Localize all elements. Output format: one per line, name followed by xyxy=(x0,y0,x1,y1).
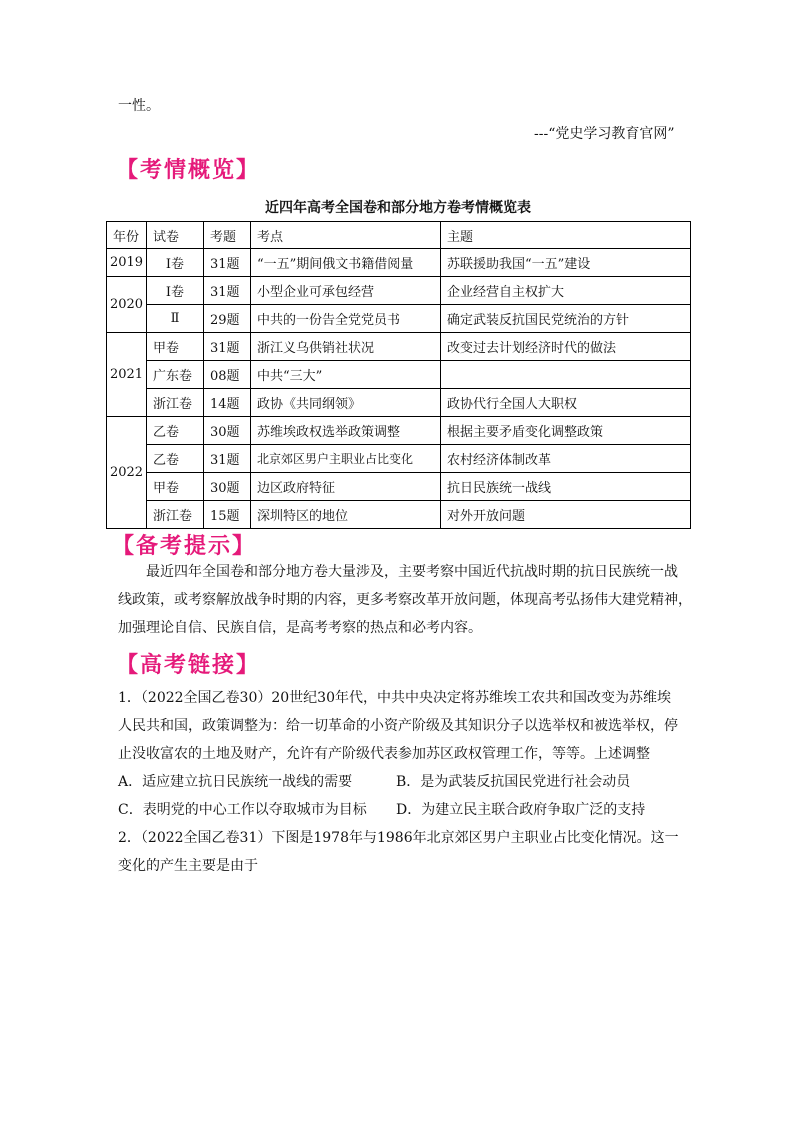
header-year: 年份 xyxy=(107,222,147,249)
tips-line: 最近四年全国卷和部分地方卷大量涉及，主要考察中国近代抗战时期的抗日民族统一战 xyxy=(146,564,678,580)
section-title-exam-overview: 【考情概览】 xyxy=(116,158,261,183)
cell-paper: Ⅱ xyxy=(147,305,204,333)
table-row xyxy=(107,333,691,361)
cell-paper: 浙江卷 xyxy=(147,501,204,529)
cell-question: 14题 xyxy=(204,389,251,417)
exam-overview-table xyxy=(106,221,691,529)
cell-theme: 确定武装反抗国民党统治的方针 xyxy=(441,305,691,333)
cell-theme: 苏联援助我国“一五”建设 xyxy=(441,249,691,277)
option-d: D．为建立民主联合政府争取广泛的支持 xyxy=(396,802,646,818)
table-row xyxy=(107,501,691,529)
cell-question: 08题 xyxy=(204,361,251,389)
cell-point: 苏维埃政权选举政策调整 xyxy=(251,417,441,445)
option-b: B．是为武装反抗国民党进行社会动员 xyxy=(396,774,631,790)
cell-theme xyxy=(441,361,691,389)
cell-point: 中共“三大” xyxy=(251,361,441,389)
cell-theme: 抗日民族统一战线 xyxy=(441,473,691,501)
option-c: C．表明党的中心工作以夺取城市为目标 xyxy=(118,802,367,818)
cell-theme: 对外开放问题 xyxy=(441,501,691,529)
tips-line: 线政策，或考察解放战争时期的内容，更多考察改革开放问题，体现高考弘扬伟大建党精神， xyxy=(118,592,692,608)
header-paper: 试卷 xyxy=(147,222,204,249)
cell-year: 2022 xyxy=(107,417,147,529)
cell-point: 深圳特区的地位 xyxy=(251,501,441,529)
table-row xyxy=(107,473,691,501)
tips-line: 加强理论自信、民族自信，是高考考察的热点和必考内容。 xyxy=(118,620,482,636)
table-row xyxy=(107,445,691,473)
continuation-text: 一性。 xyxy=(118,98,160,114)
cell-question: 31题 xyxy=(204,249,251,277)
cell-point: 政协《共同纲领》 xyxy=(251,389,441,417)
question-1-line: 人民共和国，政策调整为：给一切革命的小资产阶级及其知识分子以选举权和被选举权，停 xyxy=(118,718,678,734)
cell-question: 31题 xyxy=(204,333,251,361)
cell-point: 小型企业可承包经营 xyxy=(251,277,441,305)
cell-point: 中共的一份告全党党员书 xyxy=(251,305,441,333)
table-row xyxy=(107,249,691,277)
question-2-line: 变化的产生主要是由于 xyxy=(118,858,258,874)
cell-year: 2020 xyxy=(107,277,147,333)
cell-paper: 广东卷 xyxy=(147,361,204,389)
cell-paper: 乙卷 xyxy=(147,445,204,473)
cell-theme: 企业经营自主权扩大 xyxy=(441,277,691,305)
table-row xyxy=(107,389,691,417)
cell-paper: Ⅰ卷 xyxy=(147,249,204,277)
table-row xyxy=(107,417,691,445)
header-question: 考题 xyxy=(204,222,251,249)
cell-point: 浙江义乌供销社状况 xyxy=(251,333,441,361)
cell-theme: 政协代行全国人大职权 xyxy=(441,389,691,417)
cell-question: 29题 xyxy=(204,305,251,333)
table-row xyxy=(107,361,691,389)
cell-paper: 浙江卷 xyxy=(147,389,204,417)
table-row xyxy=(107,277,691,305)
header-theme: 主题 xyxy=(441,222,691,249)
cell-point: 北京郊区男户主职业占比变化 xyxy=(251,445,441,473)
table-header-row xyxy=(107,222,691,249)
source-attribution: ---“党史学习教育官网” xyxy=(534,126,675,142)
cell-paper: Ⅰ卷 xyxy=(147,277,204,305)
cell-theme: 根据主要矛盾变化调整政策 xyxy=(441,417,691,445)
cell-point: 边区政府特征 xyxy=(251,473,441,501)
section-title-exam-links: 【高考链接】 xyxy=(116,653,261,678)
table-title: 近四年高考全国卷和部分地方卷考情概览表 xyxy=(265,200,531,216)
header-point: 考点 xyxy=(251,222,441,249)
cell-theme: 农村经济体制改革 xyxy=(441,445,691,473)
cell-paper: 甲卷 xyxy=(147,473,204,501)
cell-paper: 甲卷 xyxy=(147,333,204,361)
question-2-line: 2．（2022全国乙卷31）下图是1978年与1986年北京郊区男户主职业占比变化情况。这一 xyxy=(118,830,679,846)
cell-question: 31题 xyxy=(204,445,251,473)
question-1-line: 止没收富农的土地及财产，允许有产阶级代表参加苏区政权管理工作，等等。上述调整 xyxy=(118,746,650,762)
cell-question: 30题 xyxy=(204,473,251,501)
cell-point: “一五”期间俄文书籍借阅量 xyxy=(251,249,441,277)
cell-theme: 改变过去计划经济时代的做法 xyxy=(441,333,691,361)
cell-paper: 乙卷 xyxy=(147,417,204,445)
question-1 xyxy=(118,684,678,880)
cell-year: 2021 xyxy=(107,333,147,417)
tips-paragraph xyxy=(118,558,692,642)
section-title-prep-tips: 【备考提示】 xyxy=(112,534,257,559)
option-a: A．适应建立抗日民族统一战线的需要 xyxy=(118,774,353,790)
table-row xyxy=(107,305,691,333)
cell-year: 2019 xyxy=(107,249,147,277)
cell-question: 31题 xyxy=(204,277,251,305)
question-1-line: 1．（2022全国乙卷30）20世纪30年代，中共中央决定将苏维埃工农共和国改变为苏维埃 xyxy=(118,690,671,706)
cell-question: 30题 xyxy=(204,417,251,445)
cell-question: 15题 xyxy=(204,501,251,529)
